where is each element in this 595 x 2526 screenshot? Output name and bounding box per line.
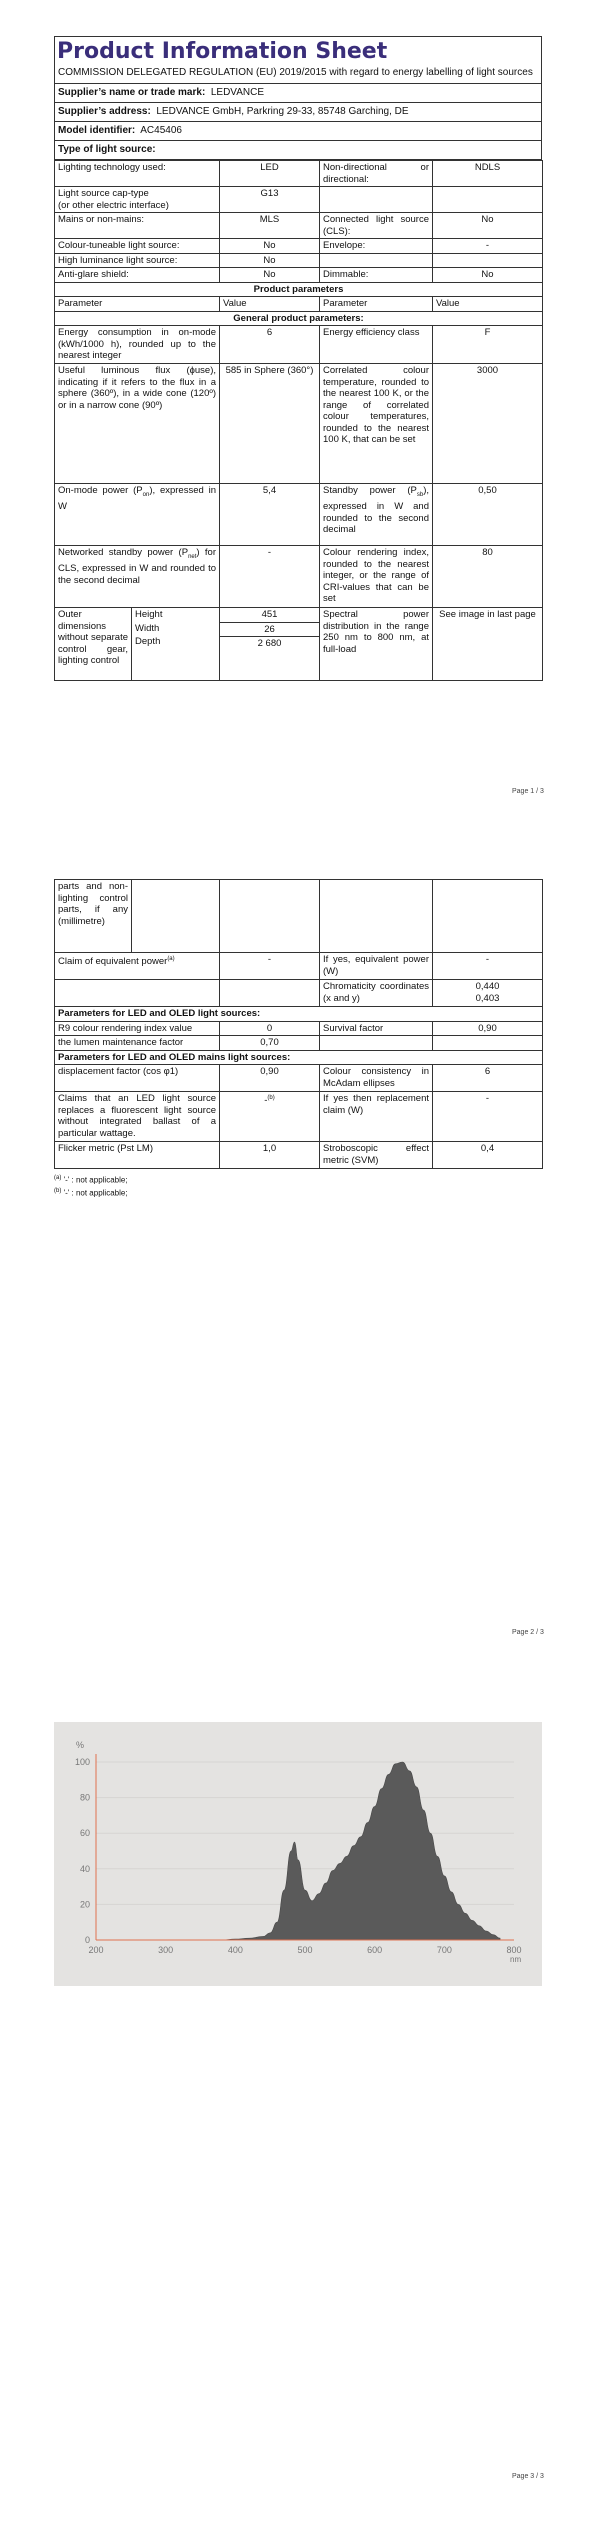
footnote-b: $^{(b)}$ '-' : not applicable; — [54, 1187, 128, 1198]
type-row-item — [55, 161, 543, 187]
supplier-address: LEDVANCE GmbH, Parkring 29-33, 85748 Garching, DE — [156, 106, 409, 117]
footnote-a: $^{(a)}$ '-' : not applicable; — [54, 1175, 128, 1185]
x-tick-label: 700 — [436, 1945, 452, 1955]
y-tick-label: 60 — [79, 1828, 90, 1839]
table-row — [55, 608, 543, 681]
displacement-factor-value: 0,90 — [220, 1065, 320, 1092]
efficiency-class-label: Energy efficiency class — [320, 326, 433, 364]
type-param — [320, 187, 433, 213]
cct-value: 3000 — [433, 364, 543, 484]
col-header-value: Value — [220, 297, 320, 312]
chromaticity-value: 0,440 0,403 — [433, 980, 543, 1007]
table-row — [55, 326, 543, 364]
type-row-item — [55, 213, 543, 239]
type-value: No — [220, 268, 320, 283]
type-value: G13 — [220, 187, 320, 213]
type-param: Mains or non-mains: — [55, 213, 220, 239]
spectral-chart — [54, 1722, 542, 1986]
x-tick-label: 600 — [367, 1945, 383, 1955]
lumen-maintenance-label: the lumen maintenance factor — [55, 1036, 220, 1051]
type-param: Anti-glare shield: — [55, 268, 220, 283]
type-row-item — [55, 187, 543, 213]
table-row — [55, 484, 543, 546]
table-row — [55, 980, 543, 1007]
page-title: Product Information Sheet — [57, 39, 388, 64]
regulation-text: COMMISSION DELEGATED REGULATION (EU) 2019/2015 with regard to energy labelling of light sources — [58, 67, 533, 78]
x-tick-label: 200 — [88, 1945, 104, 1955]
x-tick-label: 300 — [158, 1945, 174, 1955]
depth-label: Depth — [135, 636, 161, 647]
page-2 — [0, 870, 595, 1670]
type-value: No — [220, 253, 320, 268]
type-value: No — [433, 268, 543, 283]
type-param: Non-directional or directional: — [320, 161, 433, 187]
cri-label: Colour rendering index, rounded to the nearest integer, or the range of CRI-values that can be set — [320, 546, 433, 608]
height-value: 451 — [220, 608, 319, 622]
table-row — [55, 1021, 543, 1036]
type-param — [320, 253, 433, 268]
flicker-label: Flicker metric (Pst LM) — [55, 1142, 220, 1169]
outer-dimensions-cell — [55, 608, 220, 681]
replacement-claim-value: - — [433, 1092, 543, 1142]
x-tick-label: 500 — [297, 1945, 313, 1955]
type-value: MLS — [220, 213, 320, 239]
networked-standby-value: - — [220, 546, 320, 608]
x-tick-label: 800 — [506, 1945, 522, 1955]
page-1 — [0, 0, 595, 820]
page-number-1: Page 1 / 3 — [512, 788, 544, 795]
type-value — [433, 253, 543, 268]
type-value: LED — [220, 161, 320, 187]
equivalent-power-value: - — [220, 953, 320, 980]
lumen-maintenance-value: 0,70 — [220, 1036, 320, 1051]
table-row — [55, 880, 543, 953]
type-param: Light source cap-type (or other electric interface) — [55, 187, 220, 213]
type-value — [433, 187, 543, 213]
table-row — [55, 1092, 543, 1142]
flicker-value: 1,0 — [220, 1142, 320, 1169]
table-row — [55, 1036, 543, 1051]
sheet-page-1 — [54, 36, 542, 681]
outer-dimensions-values — [220, 608, 320, 681]
stroboscopic-value: 0,4 — [433, 1142, 543, 1169]
spectral-chart-svg — [54, 1722, 542, 1986]
spectrum-area — [221, 1762, 500, 1940]
displacement-factor-label: displacement factor (cos φ1) — [55, 1065, 220, 1092]
r9-value: 0 — [220, 1021, 320, 1036]
led-parameters-title: Parameters for LED and OLED light sources: — [55, 1007, 543, 1022]
stroboscopic-label: Stroboscopic effect metric (SVM) — [320, 1142, 433, 1169]
replacement-claim-label: If yes then replacement claim (W) — [320, 1092, 433, 1142]
type-param: Dimmable: — [320, 268, 433, 283]
supplier-name-label: Supplier’s name or trade mark: — [58, 87, 206, 98]
product-parameters-title: Product parameters — [55, 282, 543, 297]
energy-value: 6 — [220, 326, 320, 364]
type-value: No — [220, 239, 320, 254]
standby-power-label: Standby power $(P_{sb})$, expressed in W and rounded to the second decimal — [320, 484, 433, 546]
type-row-item — [55, 268, 543, 283]
x-tick-label: 400 — [227, 1945, 243, 1955]
type-value: - — [433, 239, 543, 254]
y-tick-label: 40 — [79, 1863, 90, 1874]
table-row — [55, 546, 543, 608]
model-row — [55, 122, 541, 141]
networked-standby-label: Networked standby power $(P_{net})$ for CLS, expressed in W and rounded to the second decimal — [55, 546, 220, 608]
col-header-parameter: Parameter — [55, 297, 220, 312]
table-row — [55, 364, 543, 484]
energy-label: Energy consumption in on-mode (kWh/1000 h), rounded up to the nearest integer — [55, 326, 220, 364]
cct-label: Correlated colour temperature, rounded to the nearest 100 K, or the range of correlated colour temperatures, rounded to the nearest 100 K, that can be set — [320, 364, 433, 484]
supplier-name: LEDVANCE — [210, 87, 265, 98]
page-number-2: Page 2 / 3 — [512, 1629, 544, 1636]
mains-parameters-title: Parameters for LED and OLED mains light sources: — [55, 1050, 543, 1065]
type-label: Type of light source: — [58, 144, 156, 155]
header-box — [54, 36, 542, 160]
equivalent-power-label: Claim of equivalent power$^{(a)}$ — [55, 953, 220, 980]
model-identifier: AC45406 — [140, 125, 182, 136]
supplier-address-row — [55, 103, 541, 122]
on-mode-power-value: 5,4 — [220, 484, 320, 546]
cri-value: 80 — [433, 546, 543, 608]
type-row — [55, 141, 541, 160]
survival-factor-value: 0,90 — [433, 1021, 543, 1036]
x-axis-label: nm — [510, 1955, 522, 1964]
type-value: NDLS — [433, 161, 543, 187]
page-number-3: Page 3 / 3 — [512, 2473, 544, 2480]
mcadam-label: Colour consistency in McAdam ellipses — [320, 1065, 433, 1092]
type-value: No — [433, 213, 543, 239]
spectral-distribution-label: Spectral power distribution in the range 250 nm to 800 nm, at full-load — [320, 608, 433, 681]
outer-dimensions-continued — [55, 880, 220, 953]
table-row — [55, 953, 543, 980]
type-row-item — [55, 253, 543, 268]
type-row-item — [55, 239, 543, 254]
width-label: Width — [135, 622, 160, 634]
luminous-flux-label: Useful luminous flux (ɸuse), indicating if it refers to the flux in a sphere (360º), in a wide cone (120º) or in a narrow cone (90º) — [55, 364, 220, 484]
type-param: Colour-tuneable light source: — [55, 239, 220, 254]
supplier-address-label: Supplier’s address: — [58, 106, 151, 117]
parameters-table-page-1 — [54, 160, 543, 681]
col-header-parameter-2: Parameter — [320, 297, 433, 312]
width-value: 26 — [220, 622, 319, 637]
y-tick-label: 80 — [79, 1792, 90, 1803]
mcadam-value: 6 — [433, 1065, 543, 1092]
type-param: Lighting technology used: — [55, 161, 220, 187]
on-mode-power-label: On-mode power $(P_{on})$, expressed in W — [55, 484, 220, 546]
y-tick-label: 0 — [84, 1935, 90, 1945]
type-param: Connected light source (CLS): — [320, 213, 433, 239]
depth-value: 2 680 — [257, 638, 282, 649]
chromaticity-label: Chromaticity coordinates (x and y) — [320, 980, 433, 1007]
col-header-value-2: Value — [433, 297, 543, 312]
sheet-page-2 — [54, 879, 542, 1198]
y-axis-label: % — [76, 1740, 85, 1750]
spectral-distribution-value: See image in last page — [433, 608, 543, 681]
title-block — [55, 37, 541, 83]
table-row — [55, 1142, 543, 1169]
parameters-table-page-2 — [54, 879, 543, 1169]
luminous-flux-value: 585 in Sphere (360°) — [220, 364, 320, 484]
outer-dimensions-label: Outer dimensions without separate control gear, lighting control — [55, 608, 132, 680]
footnotes — [54, 1173, 542, 1198]
supplier-name-row — [55, 83, 541, 103]
outer-dimensions-label-continued: parts and non-lighting control parts, if any (millimetre) — [55, 880, 132, 952]
general-parameters-title: General product parameters: — [55, 311, 543, 326]
efficiency-class-value: F — [433, 326, 543, 364]
fluorescent-claim-label: Claims that an LED light source replaces a fluorescent light source without integrated ballast of a particular wattage. — [55, 1092, 220, 1142]
type-param: Envelope: — [320, 239, 433, 254]
equivalent-power-yes-value: - — [433, 953, 543, 980]
y-tick-label: 20 — [79, 1899, 90, 1910]
r9-label: R9 colour rendering index value — [55, 1021, 220, 1036]
standby-power-value: 0,50 — [433, 484, 543, 546]
survival-factor-label: Survival factor — [320, 1021, 433, 1036]
height-label: Height — [135, 609, 163, 620]
y-tick-label: 100 — [74, 1757, 90, 1767]
equivalent-power-yes-label: If yes, equivalent power (W) — [320, 953, 433, 980]
model-label: Model identifier: — [58, 125, 136, 136]
table-row — [55, 1065, 543, 1092]
type-param: High luminance light source: — [55, 253, 220, 268]
fluorescent-claim-value: -$^{(b)}$ — [220, 1092, 320, 1142]
